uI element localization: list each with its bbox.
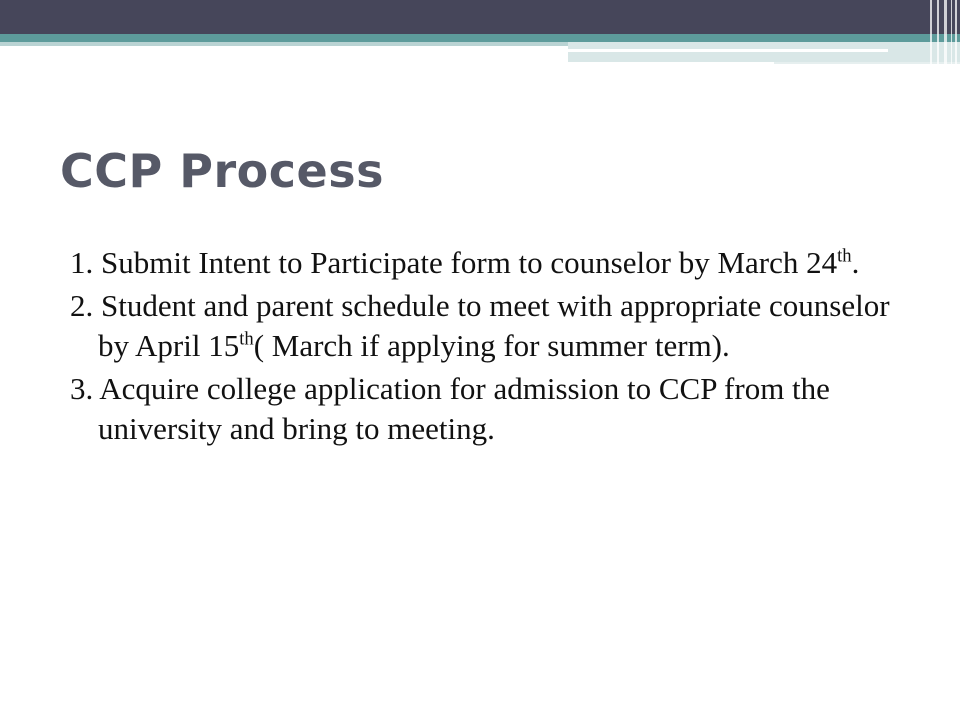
step-text-continued: ( March if applying for summer term). [253,328,730,363]
header-band-light-right [568,42,960,62]
ordinal-suffix: th [837,245,852,267]
step-text-continued: . [851,245,860,280]
step-text: 3. Acquire college application for admission to CCP from the university and bring to meeting. [70,371,830,446]
process-step-3 [70,369,900,449]
slide-title: CCP Process [60,144,384,198]
header-vertical-line [951,0,952,64]
header-white-stripe [568,49,888,52]
process-step-2 [70,286,900,366]
header-band-dark [0,0,960,34]
process-steps-list [70,243,900,452]
header-vertical-line [937,0,939,64]
process-step-1 [70,243,900,283]
header-vertical-line [955,0,957,64]
header-band-teal [0,34,960,42]
header-band-faint [774,62,960,64]
step-text: 2. Student and parent schedule to meet with appropriate counselor by April 15 [70,288,890,363]
header-vertical-line [944,0,947,64]
ordinal-suffix: th [239,328,254,350]
header-vertical-line [930,0,932,64]
header-band-light [0,42,568,46]
step-text: 1. Submit Intent to Participate form to counselor by March 24 [70,245,838,280]
